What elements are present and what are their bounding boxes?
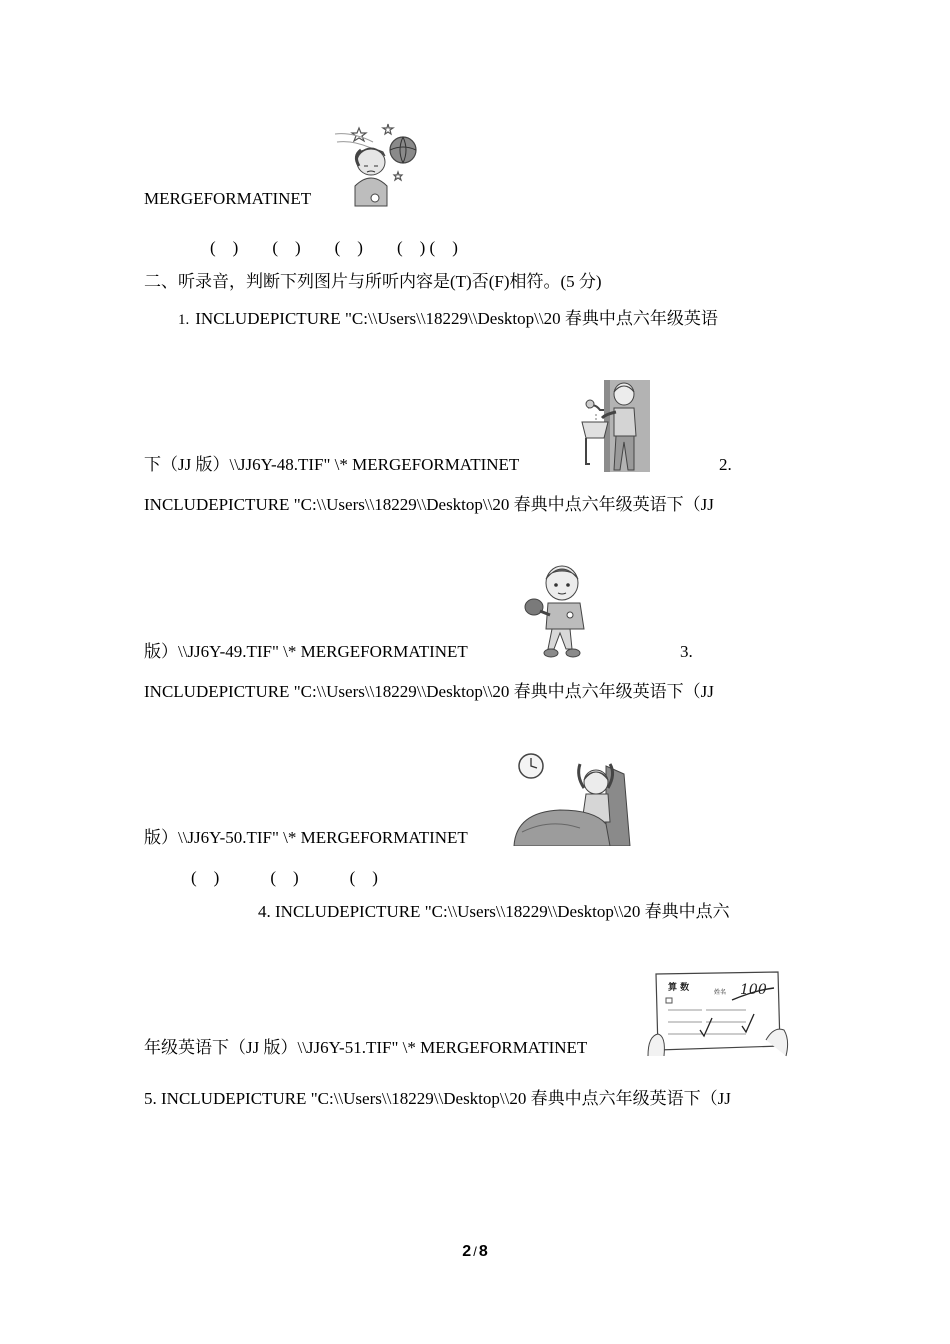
field-code-text-line: MERGEFORMATINET (144, 189, 312, 208)
question-3-text-line: INCLUDEPICTURE "C:\\Users\\18229\\Desktop\\20 春典中点六年级英语下（JJ (144, 682, 714, 701)
current-page: 2 (462, 1243, 472, 1260)
answer-brackets-row-1: ( ) ( ) ( ) ( ) ( ) (210, 238, 458, 257)
answer-brackets-row-2: ( ) ( ) ( ) (191, 868, 378, 887)
question-1-text-line (178, 309, 718, 330)
math-worksheet-illustration (646, 970, 790, 1058)
total-pages: 8 (478, 1243, 488, 1260)
page-number (0, 1243, 950, 1261)
boy-hit-by-basketball-illustration (333, 122, 421, 208)
section-two-heading: 二、听录音，判断下列图片与所听内容是(T)否(F)相符。(5 分) (144, 272, 602, 291)
worksheet-score: 100 (740, 982, 767, 998)
question-4-filename-line: 年级英语下（JJ 版）\\JJ6Y-51.TIF" \* MERGEFORMATINET (144, 1038, 588, 1057)
question-3-filename-line: 版）\\JJ6Y-50.TIF" \* MERGEFORMATINET (144, 828, 468, 847)
question-2-number: 2. (719, 455, 732, 474)
include-picture-text: INCLUDEPICTURE "C:\\Users\\18229\\Desktop\\20 春典中点六年级英语 (195, 309, 718, 328)
question-number: 1. (178, 312, 190, 328)
question-4-text-line: 4. INCLUDEPICTURE "C:\\Users\\18229\\Desktop\\20 春典中点六 (258, 902, 730, 921)
worksheet-title: 算 数 (668, 983, 690, 993)
boy-washing-hands-illustration (580, 380, 650, 472)
question-3-number: 3. (680, 642, 693, 661)
question-5-text-line: 5. INCLUDEPICTURE "C:\\Users\\18229\\Desktop\\20 春典中点六年级英语下（JJ (144, 1089, 731, 1108)
question-2-text-line: INCLUDEPICTURE "C:\\Users\\18229\\Desktop\\20 春典中点六年级英语下（JJ (144, 495, 714, 514)
worksheet-name-label: 姓名 (714, 989, 727, 996)
boy-playing-table-tennis-illustration (522, 563, 594, 661)
girl-getting-up-illustration (510, 752, 634, 846)
question-2-filename-line: 版）\\JJ6Y-49.TIF" \* MERGEFORMATINET (144, 642, 468, 661)
page-separator: / (473, 1244, 477, 1259)
question-1-filename-line: 下（JJ 版）\\JJ6Y-48.TIF" \* MERGEFORMATINET (144, 455, 520, 474)
